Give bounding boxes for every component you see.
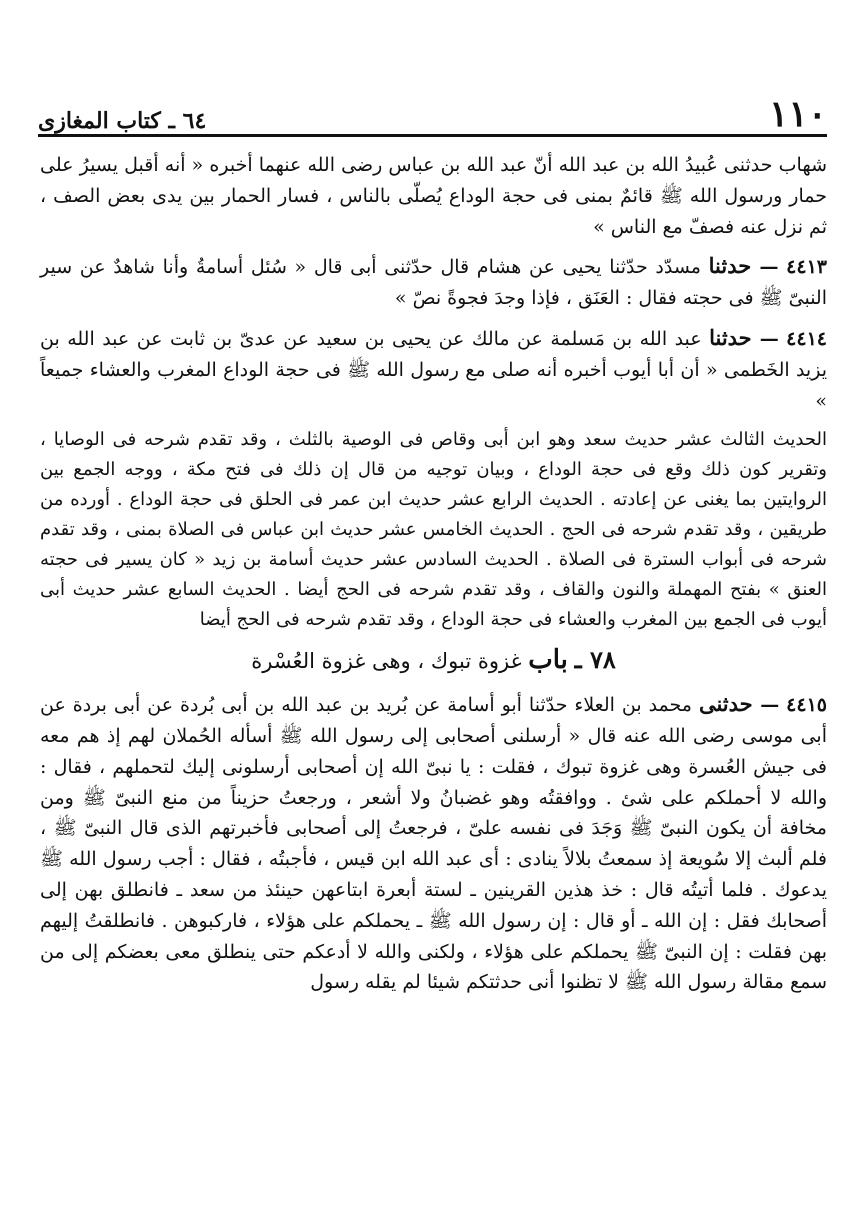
hadith-4412-continuation <box>40 150 827 242</box>
hadith-number: ٤٤١٣ <box>786 256 827 279</box>
hadith-text: شهاب حدثنى عُبيدُ الله بن عبد الله أنّ عبد الله بن عباس رضى الله عنهما أخبره « أنه أقبل يسيرُ على حمار ورسول الله ﷺ قائمٌ بمنى فى حجة الوداع يُصلّى بالناس ، فسار الحمار بين يدى بعض الصف ، ثم نزل عنه فصفّ مع الناس » <box>40 154 827 238</box>
page-body <box>40 150 827 1007</box>
hadith-text: مسدّد حدّثنا يحيى عن هشام قال حدّثنى أبى قال « سُئل أسامةُ وأنا شاهدٌ عن سير النبىّ ﷺ فى حجته فقال : العَنَق ، فإذا وجدَ فجوةً نصّ » <box>40 256 827 310</box>
hadith-text: محمد بن العلاء حدّثنا أبو أسامة عن بُريد بن عبد الله بن أبى بُردة عن أبى بردة عن أبى موسى رضى الله عنه قال « أرسلنى أصحابى إلى رسول الله ﷺ أسأله الحُملان لهم إذ هم معه فى جيش العُسرة وهى غزوة تبوك ، فقلت : يا نبىّ الله إن أصحابى أرسلونى إليك لتحملهم ، فقال : والله لا أحملكم على شئ . ووافقتُه وهو غضبانُ ولا أشعر ، ورجعتُ حزيناً من منع النبىّ ﷺ ومن مخافة أن يكون النبىّ ﷺ وَجَدَ فى نفسه علىّ ، فرجعتُ إلى أصحابى فأخبرتهم الذى قال النبىّ ﷺ ، فلم ألبث إلا سُويعة إذ سمعتُ بلالاً ينادى : أى عبد الله ابن قيس ، فأجبتُه ، فقال : أجب رسول الله ﷺ يدعوك . فلما أتيتُه قال : خذ هذين القرينين ـ لستة أبعرة ابتاعهن حينئذ من سعد ـ فانطلق بهن إلى أصحابك فقل : إن الله ـ أو قال : إن رسول الله ﷺ ـ يحملكم على هؤلاء ، فاركبوهن . فانطلقتُ إليهم بهن فقلت : إن النبىّ ﷺ يحملكم على هؤلاء ، ولكنى والله لا أدعكم حتى ينطلق معى بعضكم إلى من سمع مقالة رسول الله ﷺ لا تظنوا أنى حدثتكم شيئا لم يقله رسول <box>40 694 827 994</box>
header-rule <box>38 134 827 137</box>
hadith-4414: ٤٤١٤ — حدثنا عبد الله بن مَسلمة عن مالك عن يحيى بن سعيد عن عدىّ بن ثابت عن عبد الله بن يزيد الخَطمى « أن أبا أيوب أخبره أنه صلى مع رسول الله ﷺ فى حجة الوداع المغرب والعشاء جميعاً » <box>40 324 827 412</box>
hadith-opening: حدثنى <box>698 691 753 717</box>
page-header <box>38 92 827 135</box>
commentary: الحديث الثالث عشر حديث سعد وهو ابن أبى وقاص فى الوصية بالثلث ، وقد تقدم شرحه فى الوصايا ، وتقرير كون ذلك وقع فى حجة الوداع ، وبيان توجيه من قال إن ذلك فى فتح مكة ، ووجه الجمع بين الروايتين بما يغنى عن إعادته . الحديث الرابع عشر حديث ابن عمر فى الحلق فى حجة الوداع . أورده من طريقين ، وقد تقدم شرحه فى الحج . الحديث الخامس عشر حديث ابن عباس فى الصلاة بمنى ، وقد تقدم شرحه فى أبواب السترة فى الصلاة . الحديث السادس عشر حديث أسامة بن زيد « كان يسير فى حجته العنق » بفتح المهملة والنون والقاف ، وقد تقدم شرحه فى الحج أيضا . الحديث السابع عشر حديث أبى أيوب فى الجمع بين المغرب والعشاء فى حجة الوداع ، وقد تقدم شرحه فى الحج أيضا <box>40 429 827 631</box>
running-title: ٦٤ ـ كتاب المغازى <box>38 108 207 134</box>
page-number: ١١٠ <box>768 93 827 135</box>
chapter-heading <box>40 645 827 677</box>
hadith-4415: ٤٤١٥ — حدثنى محمد بن العلاء حدّثنا أبو أسامة عن بُريد بن عبد الله بن أبى بُردة عن أبى بردة عن أبى موسى رضى الله عنه قال « أرسلنى أصحابى إلى رسول الله ﷺ أسأله الحُملان لهم إذ هم معه فى جيش العُسرة وهى غزوة تبوك ، فقلت : يا نبىّ الله إن أصحابى أرسلونى إليك لتحملهم ، فقال : والله لا أحملكم على شئ . ووافقتُه وهو غضبانُ ولا أشعر ، ورجعتُ حزيناً من منع النبىّ ﷺ ومن مخافة أن يكون النبىّ ﷺ وَجَدَ فى نفسه علىّ ، فرجعتُ إلى أصحابى فأخبرتهم الذى قال النبىّ ﷺ ، فلم ألبث إلا سُويعة إذ سمعتُ بلالاً ينادى : أى عبد الله ابن قيس ، فأجبتُه ، فقال : أجب رسول الله ﷺ يدعوك . فلما أتيتُه قال : خذ هذين القرينين ـ لستة أبعرة ابتاعهن حينئذ من سعد ـ فانطلق بهن إلى أصحابك فقل : إن الله ـ أو قال : إن رسول الله ﷺ ـ يحملكم على هؤلاء ، فاركبوهن . فانطلقتُ إليهم بهن فقلت : إن النبىّ ﷺ يحملكم على هؤلاء ، ولكنى والله لا أدعكم حتى ينطلق معى بعضكم إلى من سمع مقالة رسول الله ﷺ لا تظنوا أنى حدثتكم شيئا لم يقله رسول <box>40 691 827 994</box>
chapter-bab: باب <box>528 645 568 676</box>
hadith-4413: ٤٤١٣ — حدثنا مسدّد حدّثنا يحيى عن هشام قال حدّثنى أبى قال « سُئل أسامةُ وأنا شاهدٌ عن سير النبىّ ﷺ فى حجته فقال : العَنَق ، فإذا وجدَ فجوةً نصّ » <box>40 253 827 310</box>
hadith-text: عبد الله بن مَسلمة عن مالك عن يحيى بن سعيد عن عدىّ بن ثابت عن عبد الله بن يزيد الخَطمى « أن أبا أيوب أخبره أنه صلى مع رسول الله ﷺ فى حجة الوداع المغرب والعشاء جميعاً » <box>40 327 827 412</box>
hadith-number: ٤٤١٥ <box>786 694 827 717</box>
hadith-opening: حدثنا <box>709 324 752 350</box>
chapter-title: غزوة تبوك ، وهى غزوة العُسْرة <box>251 649 522 674</box>
hadith-opening: حدثنا <box>708 253 752 279</box>
chapter-number: ٧٨ ـ <box>574 645 616 675</box>
hadith-number: ٤٤١٤ <box>786 327 827 350</box>
